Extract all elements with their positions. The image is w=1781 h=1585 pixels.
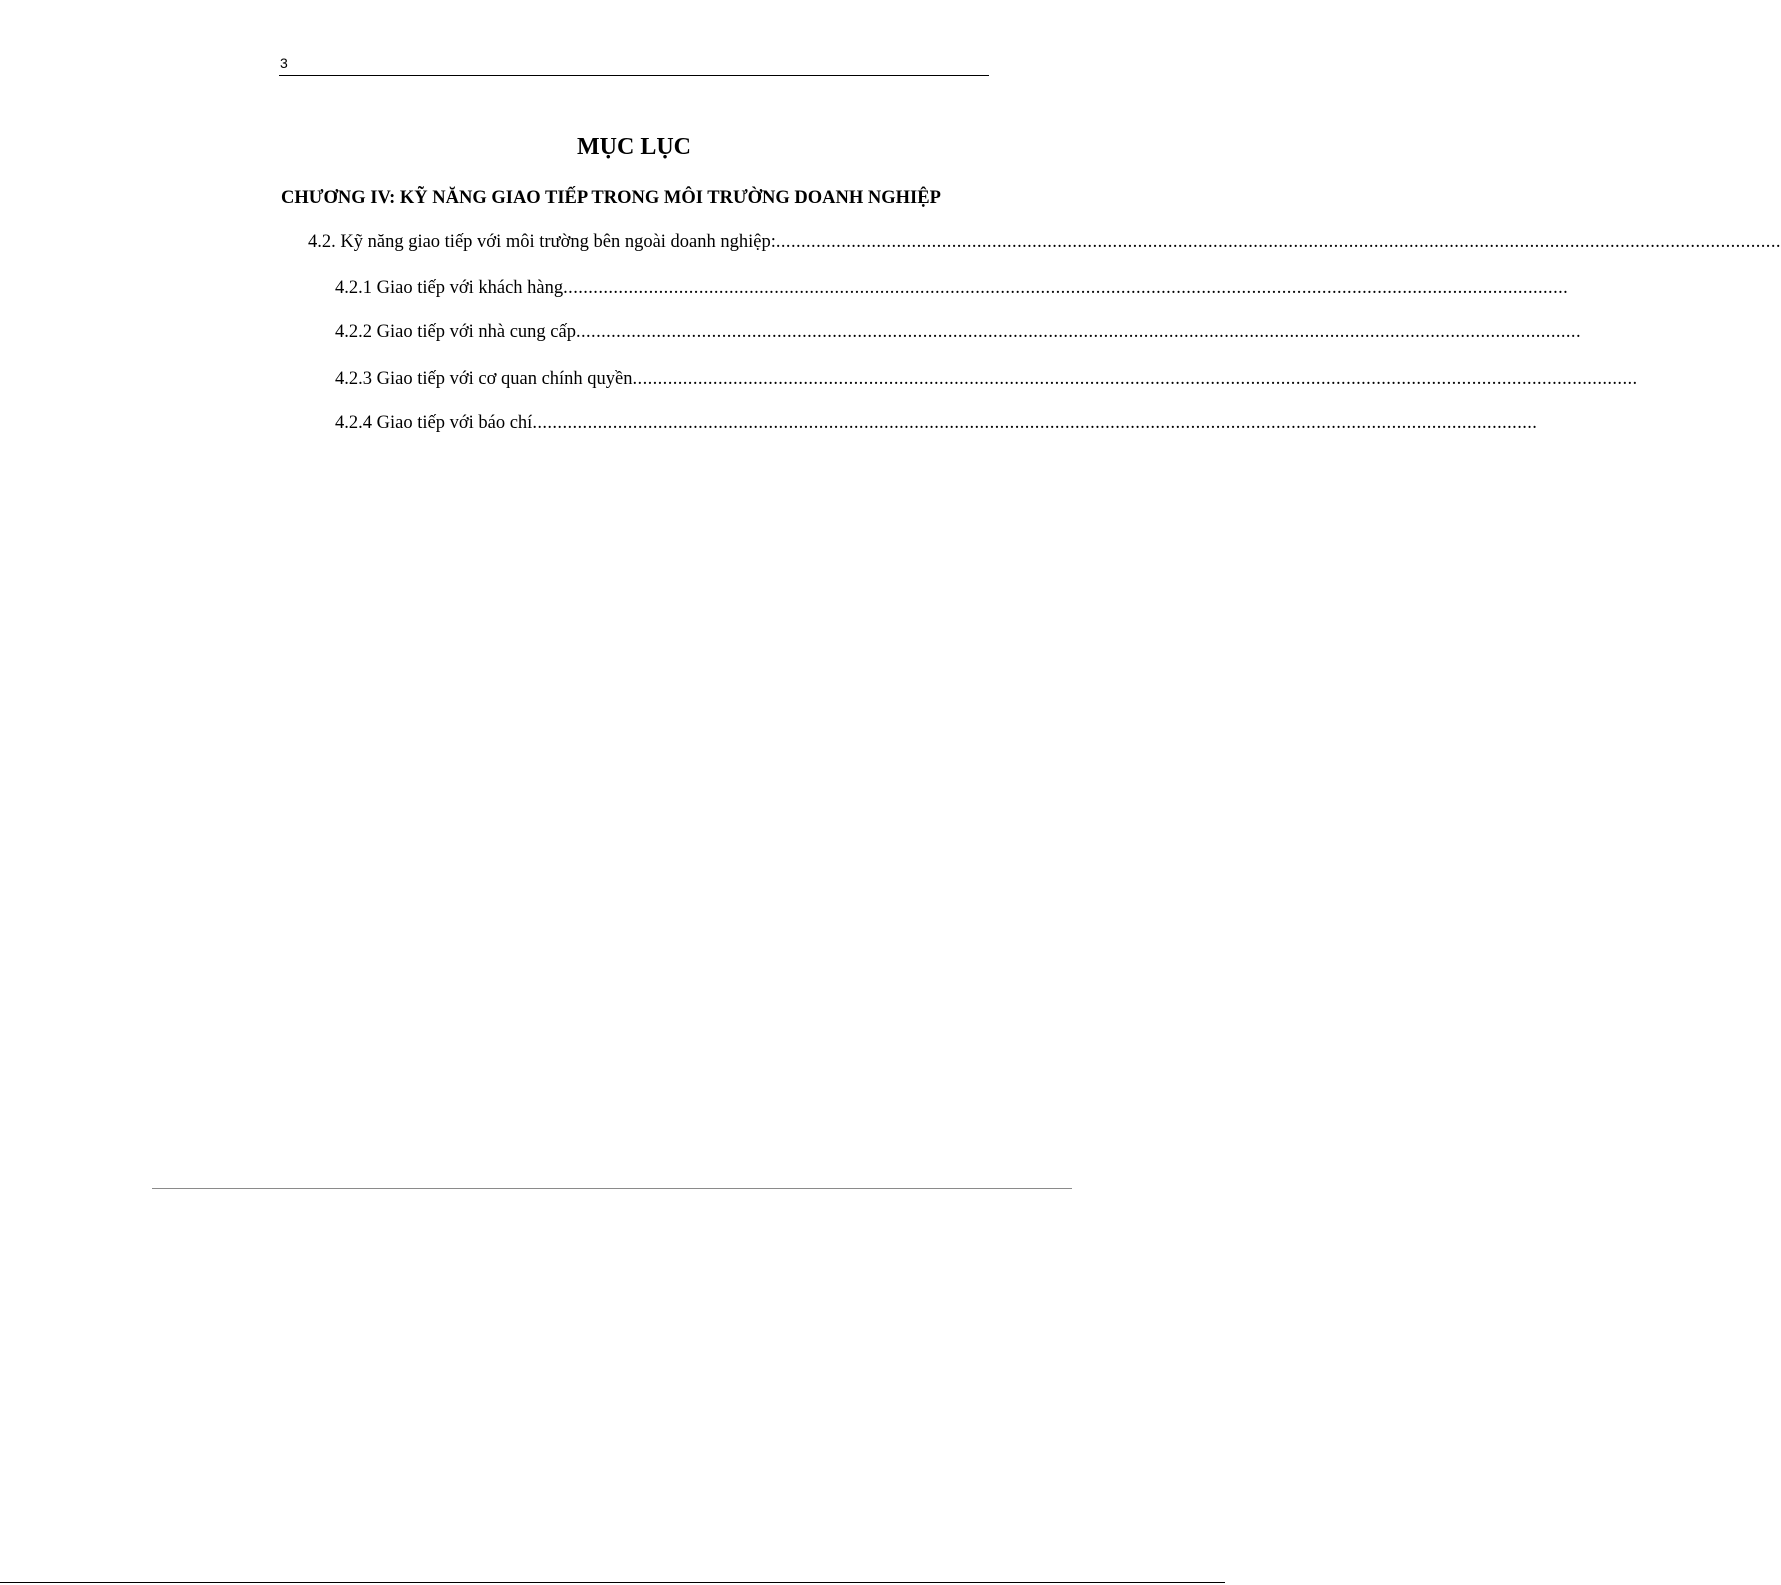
page-number: 3	[280, 55, 288, 71]
toc-entry-label: 4.2.3 Giao tiếp với cơ quan chính quyền	[335, 369, 633, 389]
toc-dot-leader: ........................................................................................................................................................................................................	[563, 278, 1569, 298]
toc-dot-leader: ........................................................................................................................................................................................................	[575, 322, 1581, 342]
header-rule	[279, 75, 989, 76]
toc-entry-label: 4.2. Kỹ năng giao tiếp với môi trường bên ngoài doanh nghiệp:	[308, 232, 776, 252]
toc-entry-4-2-1[interactable]	[335, 276, 1569, 300]
toc-entry-4-2[interactable]	[308, 230, 1781, 254]
page-bottom-rule	[0, 1582, 1225, 1583]
toc-entry-label: 4.2.4 Giao tiếp với báo chí	[335, 413, 533, 433]
toc-dot-leader: ........................................................................................................................................................................................................	[775, 232, 1781, 252]
toc-entry-4-2-4[interactable]	[335, 411, 1538, 435]
toc-entry-4-2-2[interactable]	[335, 320, 1581, 344]
toc-chapter-heading[interactable]: CHƯƠNG IV: KỸ NĂNG GIAO TIẾP TRONG MÔI TRƯỜNG DOANH NGHIỆP	[281, 188, 941, 208]
page-footer-rule	[152, 1188, 1072, 1189]
toc-entry-label: 4.2.1 Giao tiếp với khách hàng	[335, 278, 564, 298]
toc-dot-leader: ........................................................................................................................................................................................................	[632, 369, 1638, 389]
toc-dot-leader: ........................................................................................................................................................................................................	[532, 413, 1538, 433]
toc-entry-4-2-3[interactable]	[335, 367, 1638, 391]
toc-title: MỤC LỤC	[577, 134, 691, 160]
toc-entry-label: 4.2.2 Giao tiếp với nhà cung cấp	[335, 322, 576, 342]
